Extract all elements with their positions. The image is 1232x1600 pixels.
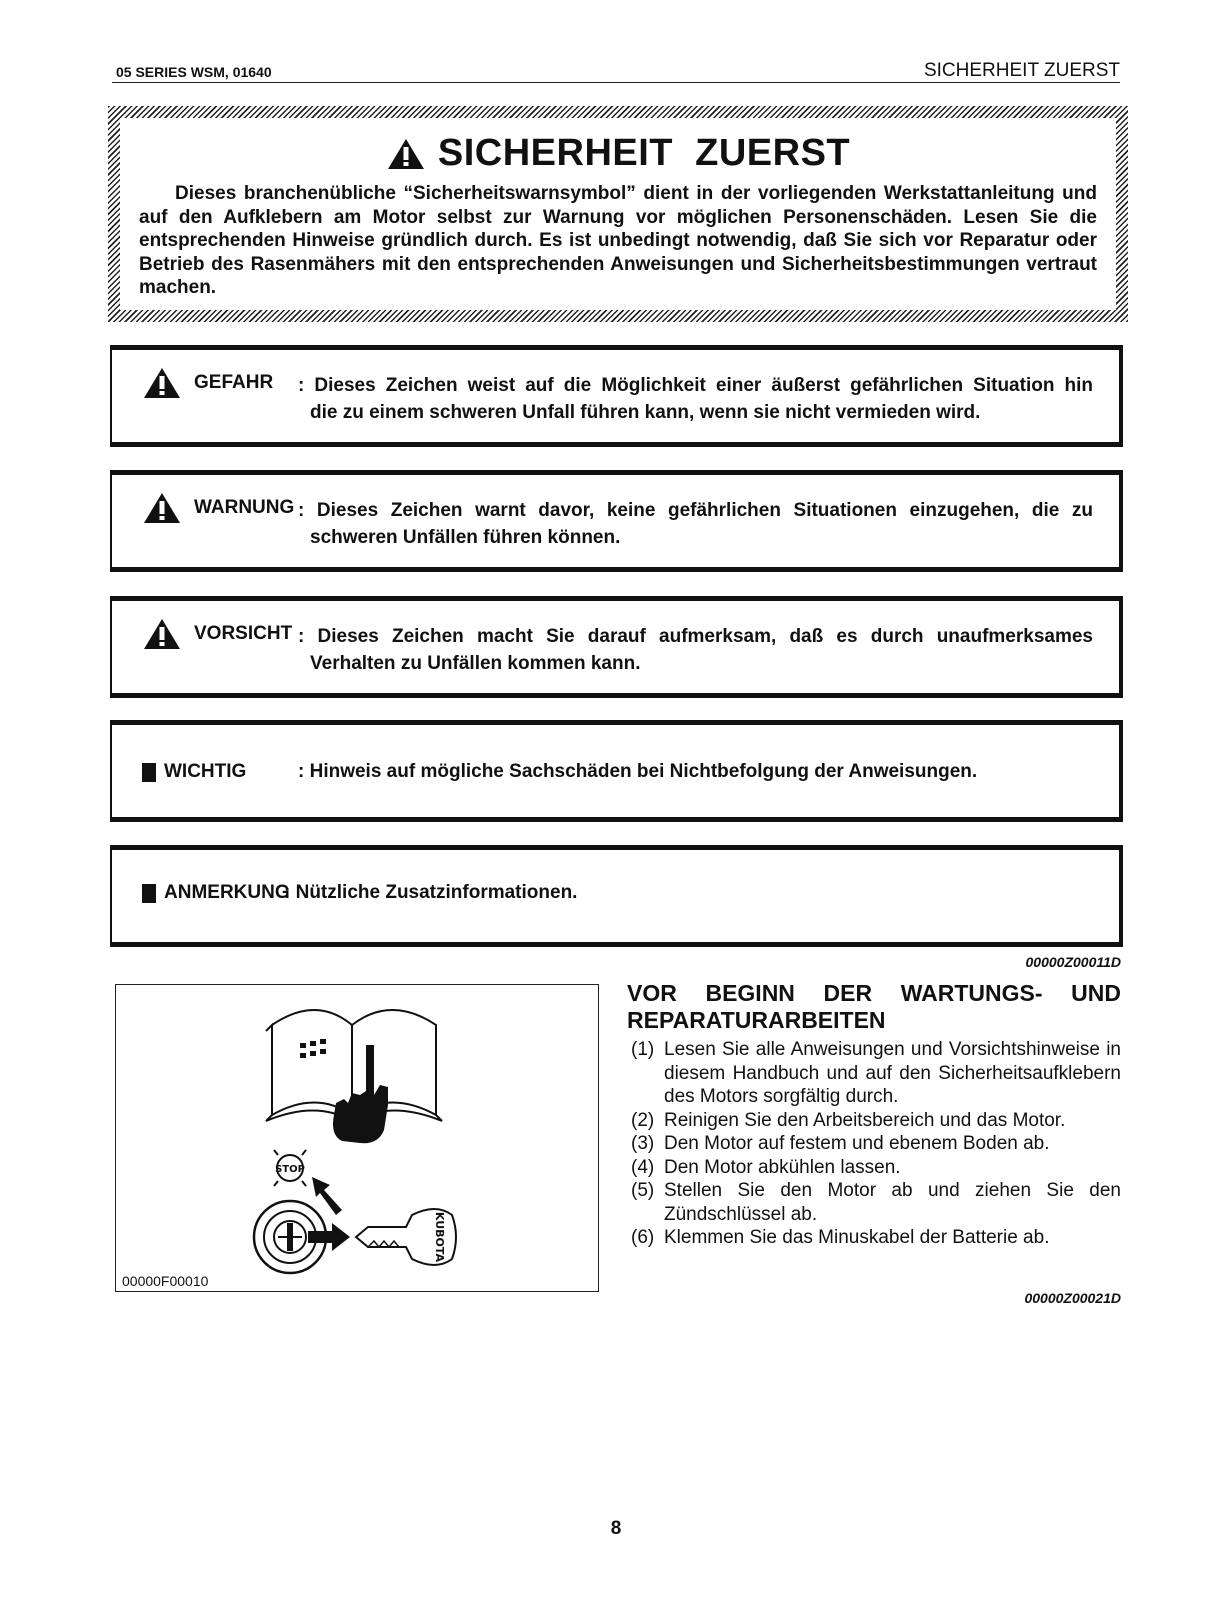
caution-label: VORSICHT <box>194 623 293 644</box>
warning-text-line1: : Dieses Zeichen warnt davor, keine gefährlichen Situationen einzugehen, die zu <box>298 500 1093 521</box>
note-box <box>110 845 1123 947</box>
page-number: 8 <box>610 1518 622 1539</box>
section-title-line2: REPARATURARBEITEN <box>627 1007 886 1033</box>
danger-text-line2: die zu einem schweren Unfall führen kann, wenn sie nicht vermieden wird. <box>310 402 981 423</box>
list-item: (1) Lesen Sie alle Anweisungen und Vorsichtshinweise in diesem Handbuch und auf den Sicherheitsaufklebern des Motors sorgfältig durch. <box>631 1039 1121 1107</box>
black-square-icon <box>142 884 156 903</box>
safety-first-title-text: SICHERHEIT ZUERST <box>437 132 851 174</box>
warning-triangle-icon <box>142 617 182 651</box>
important-label: WICHTIG <box>164 761 247 782</box>
safety-first-title <box>120 132 1116 175</box>
warning-box <box>110 470 1123 572</box>
warning-label: WARNUNG <box>194 497 295 518</box>
list-item: (2) Reinigen Sie den Arbeitsbereich und das Motor. <box>631 1109 1066 1131</box>
key-brand-text: KUBOTA <box>433 1211 446 1263</box>
warning-text <box>298 497 1093 551</box>
section-title-line1: VOR BEGINN DER WARTUNGS- UND <box>627 980 1121 1006</box>
note-text: : Nützliche Zusatzinformationen. <box>284 882 578 903</box>
warning-triangle-icon <box>386 137 426 171</box>
safety-first-intro: Dieses branchenübliche “Sicherheitswarnsymbol” dient in der vorliegenden Werkstattanleitung und auf den Aufklebern am Motor selbst zur Warnung vor möglichen Personenschäden. Lesen Sie die entsprechenden Hinweise gründlich durch. Es ist unbedingt notwendig, daß Sie sich vor Reparatur oder Betrieb des Rasenmähers mit den entsprechenden Anweisungen und Sicherheitsbestimmungen vertraut machen. <box>139 183 1097 298</box>
warning-text-line2: schweren Unfällen führen können. <box>310 527 621 548</box>
list-item: (3) Den Motor auf festem und ebenem Boden ab. <box>631 1133 1050 1154</box>
illustration-figure <box>115 984 599 1292</box>
figure-label: 00000F00010 <box>122 1273 209 1289</box>
caution-text-line2: Verhalten zu Unfällen kommen kann. <box>310 653 641 674</box>
important-text: : Hinweis auf mögliche Sachschäden bei Nichtbefolgung der Anweisungen. <box>298 761 978 782</box>
header-section-title: SICHERHEIT ZUERST <box>923 60 1120 81</box>
important-box <box>110 720 1123 822</box>
danger-text-line1: : Dieses Zeichen weist auf die Möglichkeit einer äußerst gefährlichen Situation hin <box>298 375 1093 396</box>
header-doc-id: 05 SERIES WSM, 01640 <box>116 64 272 80</box>
reference-code: 00000Z00011D <box>1025 954 1121 970</box>
caution-box <box>110 596 1123 698</box>
black-square-icon <box>142 763 156 782</box>
note-label: ANMERKUNG <box>164 882 290 903</box>
caution-text <box>298 623 1093 677</box>
danger-text <box>298 372 1093 426</box>
warning-triangle-icon <box>142 491 182 525</box>
danger-label: GEFAHR <box>194 372 274 393</box>
stop-sign-text: STOP <box>275 1164 305 1175</box>
list-item: (4) Den Motor abkühlen lassen. <box>631 1156 901 1178</box>
caution-text-line1: : Dieses Zeichen macht Sie darauf aufmerksam, daß es durch unaufmerksames <box>298 626 1093 647</box>
manual-and-key-illustration <box>116 985 600 1293</box>
list-item: (6) Klemmen Sie das Minuskabel der Batterie ab. <box>631 1227 1050 1248</box>
header-rule <box>112 82 1120 83</box>
reference-code: 00000Z00021D <box>1024 1290 1121 1306</box>
section-title <box>627 980 1121 1034</box>
warning-triangle-icon <box>142 366 182 400</box>
steps-list <box>631 1038 1121 1250</box>
list-item: (5) Stellen Sie den Motor ab und ziehen Sie den Zündschlüssel ab. <box>631 1180 1121 1225</box>
safety-first-box <box>108 106 1128 322</box>
danger-box <box>110 345 1123 447</box>
